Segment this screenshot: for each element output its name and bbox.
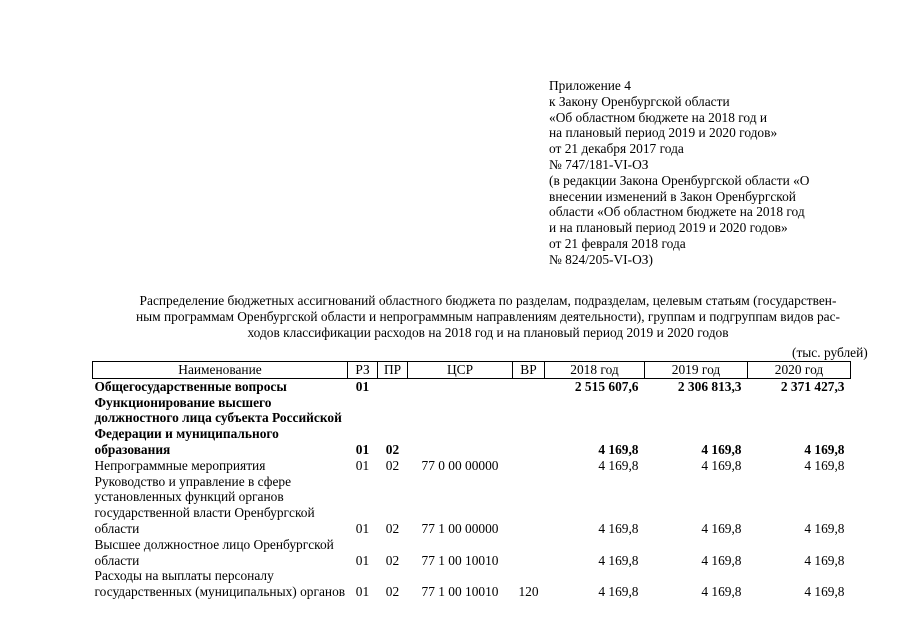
appendix-line: № 824/205-VI-ОЗ): [549, 251, 653, 267]
cell-2018: 2 515 607,6: [574, 378, 639, 394]
cell-vr: [513, 537, 545, 569]
title-line: ходов классификации расходов на 2018 год и на плановый период 2019 и 2020 годов: [247, 324, 729, 340]
header-csr: ЦСР: [408, 362, 513, 379]
cell-csr: [408, 395, 513, 458]
cell-2020: 4 169,8: [804, 552, 845, 568]
cell-name: Функционирование высшего должностного лица субъекта Российской Федерации и муниципального образования: [94, 394, 342, 457]
cell-rz: 01: [355, 520, 370, 536]
appendix-line: от 21 декабря 2017 года: [549, 141, 684, 157]
appendix-line: на плановый период 2019 и 2020 годов»: [549, 125, 778, 141]
cell-csr: 77 0 00 00000: [421, 457, 499, 473]
table-row: [93, 568, 851, 600]
cell-2018: 4 169,8: [598, 552, 639, 568]
appendix-line: «Об областном бюджете на 2018 год и: [549, 109, 768, 125]
cell-rz: 01: [355, 584, 370, 600]
cell-2020: 4 169,8: [804, 457, 845, 473]
cell-name: Высшее должностное лицо Оренбургской области: [94, 536, 334, 568]
cell-2019: 4 169,8: [701, 457, 742, 473]
cell-rz: 01: [355, 457, 370, 473]
cell-2020: 2 371 427,3: [780, 378, 845, 394]
appendix-line: области «Об областном бюджете на 2018 год: [549, 204, 805, 220]
cell-2018: 4 169,8: [598, 441, 639, 457]
title-line: Распределение бюджетных ассигнований областного бюджета по разделам, подразделам, целевым статьям (государствен-: [139, 293, 837, 308]
cell-2019: 2 306 813,3: [677, 378, 742, 394]
cell-pr: 02: [385, 552, 400, 568]
cell-csr: 77 1 00 10010: [421, 552, 499, 568]
appendix-line: и на плановый период 2019 и 2020 годов»: [549, 220, 788, 236]
cell-pr: [378, 378, 408, 394]
table-row: [93, 395, 851, 458]
table-header-row: [93, 362, 851, 379]
cell-pr: 02: [385, 441, 400, 457]
cell-vr: [513, 458, 545, 474]
cell-2018: 4 169,8: [598, 584, 639, 600]
cell-2018: 4 169,8: [598, 457, 639, 473]
cell-vr: [513, 378, 545, 394]
cell-2020: 4 169,8: [804, 584, 845, 600]
header-2018: 2018 год: [545, 362, 645, 379]
cell-pr: 02: [385, 457, 400, 473]
table-row: [93, 378, 851, 394]
cell-rz: 01: [355, 441, 370, 457]
cell-rz: 01: [355, 552, 370, 568]
header-rz: РЗ: [348, 362, 378, 379]
title-line: ным программам Оренбургской области и непрограммным направлениям деятельности), группам и подгруппам видов рас-: [135, 308, 841, 324]
appendix-line: (в редакции Закона Оренбургской области «О: [549, 172, 810, 188]
cell-2020: 4 169,8: [804, 441, 845, 457]
appendix-header: [549, 78, 869, 268]
table-row: [93, 537, 851, 569]
budget-table: [92, 361, 851, 600]
cell-rz: 01: [355, 378, 370, 394]
cell-name: Руководство и управление в сфере установленных функций органов государственной власти Оренбургской области: [94, 473, 315, 536]
cell-pr: 02: [385, 584, 400, 600]
table-row: [93, 474, 851, 537]
cell-csr: [408, 378, 513, 394]
header-vr: ВР: [513, 362, 545, 379]
table-row: [93, 458, 851, 474]
cell-2020: 4 169,8: [804, 520, 845, 536]
appendix-line: от 21 февраля 2018 года: [549, 235, 686, 251]
cell-2019: 4 169,8: [701, 584, 742, 600]
cell-2018: 4 169,8: [598, 520, 639, 536]
cell-name: Общегосударственные вопросы: [94, 378, 287, 394]
units-label: (тыс. рублей): [792, 345, 868, 360]
header-2020: 2020 год: [748, 362, 851, 379]
cell-csr: 77 1 00 10010: [421, 584, 499, 600]
cell-2019: 4 169,8: [701, 520, 742, 536]
cell-name: Расходы на выплаты персоналу государственных (муниципальных) органов: [94, 568, 346, 600]
appendix-line: № 747/181-VI-ОЗ: [549, 156, 649, 172]
appendix-line: к Закону Оренбургской области: [549, 93, 730, 109]
cell-pr: 02: [385, 520, 400, 536]
cell-vr: [513, 395, 545, 458]
appendix-line: Приложение 4: [549, 78, 631, 93]
cell-csr: 77 1 00 00000: [421, 520, 499, 536]
header-name: Наименование: [93, 362, 348, 379]
cell-vr: [513, 474, 545, 537]
cell-2019: 4 169,8: [701, 552, 742, 568]
header-2019: 2019 год: [645, 362, 748, 379]
appendix-line: внесении изменений в Закон Оренбургской: [549, 188, 796, 204]
document-title: [98, 293, 878, 340]
cell-2019: 4 169,8: [701, 441, 742, 457]
cell-vr: 120: [518, 584, 539, 600]
cell-name: Непрограммные мероприятия: [94, 457, 266, 473]
header-pr: ПР: [378, 362, 408, 379]
